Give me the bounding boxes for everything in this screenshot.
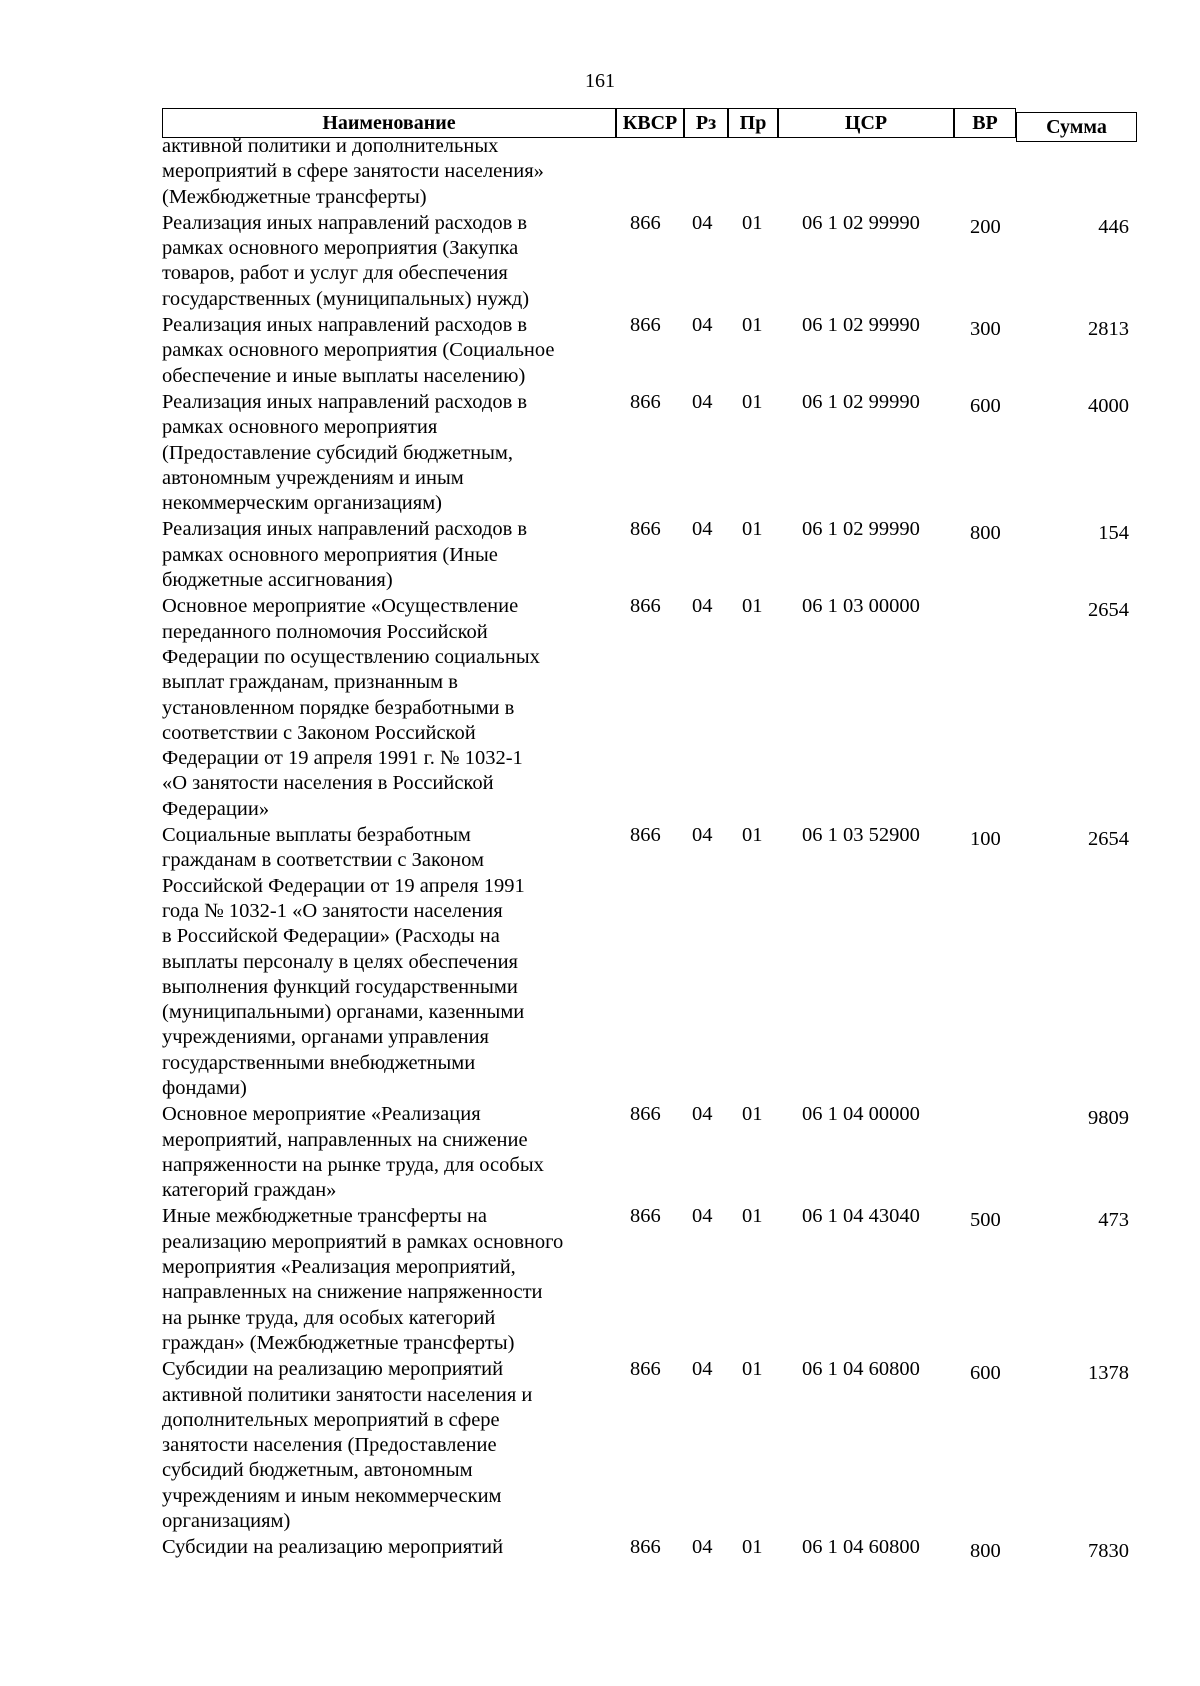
table-row [162,211,1137,312]
rz-cell: 04 [692,824,713,847]
rz-cell: 04 [692,390,713,413]
vr-cell: 800 [970,1540,1001,1563]
sum-cell: 446 [1098,215,1129,238]
rz-cell: 04 [692,1358,713,1381]
rz-cell: 04 [692,1536,713,1559]
budget-table [162,108,1137,1561]
name-cell: Реализация иных направлений расходов в рамках основного мероприятия (Предоставление субсидий бюджетным, автономным учреждениям и иным некоммерческим организациям) [162,390,528,515]
kvsr-cell: 866 [630,211,661,234]
header-name: Наименование [162,108,616,138]
sum-cell: 7830 [1088,1540,1129,1563]
pr-cell: 01 [742,314,763,337]
csr-cell: 06 1 03 52900 [802,824,920,847]
table-row [162,390,1137,516]
pr-cell: 01 [742,595,763,618]
pr-cell: 01 [742,1536,763,1559]
csr-cell: 06 1 02 99990 [802,390,920,413]
pr-cell: 01 [742,824,763,847]
table-row [162,1535,1137,1563]
rz-cell: 04 [692,595,713,618]
kvsr-cell: 866 [630,824,661,847]
vr-cell: 200 [970,215,1001,238]
vr-cell: 300 [970,318,1001,341]
pr-cell: 01 [742,1103,763,1126]
name-cell: Субсидии на реализацию мероприятий [162,1536,504,1559]
table-row [162,1204,1137,1356]
vr-cell: 600 [970,1362,1001,1385]
csr-cell: 06 1 02 99990 [802,211,920,234]
header-csr: ЦСР [778,108,954,138]
kvsr-cell: 866 [630,390,661,413]
vr-cell: 100 [970,828,1001,851]
rz-cell: 04 [692,518,713,541]
kvsr-cell: 866 [630,1536,661,1559]
sum-cell: 2654 [1088,828,1129,851]
sum-cell: 1378 [1088,1362,1129,1385]
table-row [162,517,1137,593]
header-rz: Рз [684,108,728,138]
kvsr-cell: 866 [630,1103,661,1126]
rz-cell: 04 [692,1103,713,1126]
sum-cell: 2813 [1088,318,1129,341]
csr-cell: 06 1 04 60800 [802,1358,920,1381]
kvsr-cell: 866 [630,1358,661,1381]
csr-cell: 06 1 03 00000 [802,595,920,618]
page-number: 161 [585,70,615,92]
table-row [162,823,1137,1101]
name-cell: Социальные выплаты безработным гражданам в соответствии с Законом Российской Федерации от 19 апреля 1991 года № 1032-1 «О занятости населения в Российской Федерации» (Расходы на выплаты персоналу в целях обеспечения выполнения функций государственными (муниципальными) органами, казенными учреждениями, органами управления государственными внебюджетными фондами) [162,824,525,1099]
table-row [162,1102,1137,1203]
header-kvsr: КВСР [616,108,684,138]
continuation-row [162,134,1137,210]
csr-cell: 06 1 02 99990 [802,314,920,337]
rz-cell: 04 [692,1205,713,1228]
table-row [162,1357,1137,1534]
sum-cell: 9809 [1088,1107,1129,1130]
rz-cell: 04 [692,211,713,234]
name-cell: Основное мероприятие «Осуществление переданного полномочия Российской Федерации по осуществлению социальных выплат гражданам, признанным в установленном порядке безработными в соответствии с Законом Российской Федерации от 19 апреля 1991 г. № 1032-1 «О занятости населения в Российской Федерации» [162,595,540,820]
name-cell: Реализация иных направлений расходов в рамках основного мероприятия (Иные бюджетные ассигнования) [162,518,528,592]
pr-cell: 01 [742,211,763,234]
table-row [162,594,1137,822]
vr-cell: 600 [970,394,1001,417]
rz-cell: 04 [692,314,713,337]
csr-cell: 06 1 04 00000 [802,1103,920,1126]
header-vr: ВР [954,108,1016,138]
continuation-text: активной политики и дополнительных мероприятий в сфере занятости населения» (Межбюджетные трансферты) [162,135,544,208]
csr-cell: 06 1 04 60800 [802,1536,920,1559]
header-sum: Сумма [1016,112,1137,142]
name-cell: Реализация иных направлений расходов в рамках основного мероприятия (Социальное обеспечение и иные выплаты населению) [162,314,555,387]
table-body [162,211,1137,1561]
pr-cell: 01 [742,518,763,541]
sum-cell: 473 [1098,1209,1129,1232]
kvsr-cell: 866 [630,1205,661,1228]
kvsr-cell: 866 [630,518,661,541]
csr-cell: 06 1 04 43040 [802,1205,920,1228]
table-row [162,313,1137,389]
vr-cell: 800 [970,522,1001,545]
name-cell: Иные межбюджетные трансферты на реализацию мероприятий в рамках основного мероприятия «Реализация мероприятий, направленных на снижение напряженности на рынке труда, для особых категорий граждан» (Межбюджетные трансферты) [162,1205,564,1354]
pr-cell: 01 [742,390,763,413]
csr-cell: 06 1 02 99990 [802,518,920,541]
header-pr: Пр [728,108,778,138]
sum-cell: 154 [1098,522,1129,545]
sum-cell: 2654 [1088,599,1129,622]
pr-cell: 01 [742,1205,763,1228]
kvsr-cell: 866 [630,595,661,618]
name-cell: Реализация иных направлений расходов в рамках основного мероприятия (Закупка товаров, работ и услуг для обеспечения государственных (муниципальных) нужд) [162,211,530,310]
pr-cell: 01 [742,1358,763,1381]
kvsr-cell: 866 [630,314,661,337]
name-cell: Основное мероприятие «Реализация мероприятий, направленных на снижение напряженности на рынке труда, для особых категорий граждан» [162,1103,544,1202]
sum-cell: 4000 [1088,394,1129,417]
vr-cell: 500 [970,1209,1001,1232]
name-cell: Субсидии на реализацию мероприятий активной политики занятости населения и дополнительных мероприятий в сфере занятости населения (Предоставление субсидий бюджетным, автономным учреждениям и иным некоммерческим организациям) [162,1358,533,1533]
